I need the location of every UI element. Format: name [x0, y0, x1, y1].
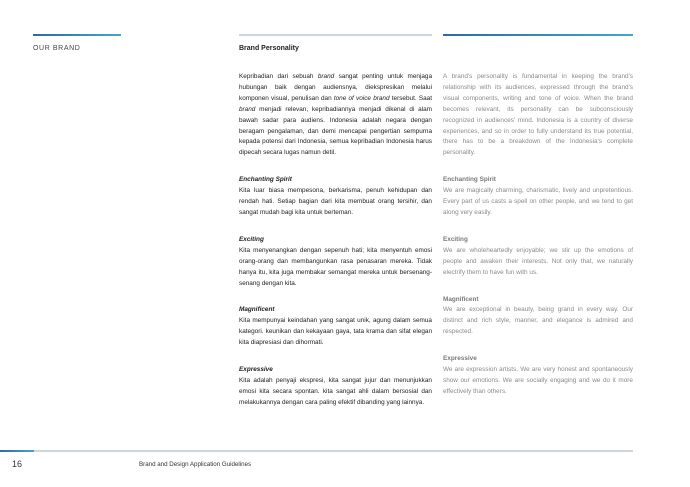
- trait-text-en: We are expression artists. We are very honest and spontaneously show our emotions. We are socially engaging and we do it more effectively than others.: [443, 366, 633, 395]
- trait-block-en: [443, 295, 633, 339]
- trait-title-en: Exciting: [443, 235, 468, 243]
- trait-block-id: [239, 365, 432, 409]
- trait-title-id: Expressive: [239, 366, 273, 374]
- trait-text-en: We are magically charming, charismatic, lively and unpretentious. Every part of us casts a spell on other people, and we tend to get along very easily.: [443, 187, 633, 216]
- trait-text-id: Kita menyenangkan dengan sepenuh hati; kita menyentuh emosi orang-orang dan membangunkan rasa penasaran mereka. Tidak hanya itu, kita juga membakar semangat mereka untuk bersenang-senang dengan kita.: [239, 246, 432, 287]
- trait-block-id: [239, 305, 432, 349]
- intro-paragraph-id: Kepribadian dari sebuah brand sangat penting untuk menjaga hubungan baik dengan audiensnya, diekspresikan melalui komponen visual, penulisan dan tone of voice brand tersebut. Saat brand menjadi relevan, kepribadiannya menjadi dikenal di alam bawah sadar para audiens. Indonesia adalah negara dengan beragam pengalaman, dan demi mencapai pengertian sempurna kepada potensi dari Indonesia, semua kepribadian Indonesia harus dipecah secara lugas namun detil.: [239, 73, 433, 157]
- trait-title-en: Magnificent: [443, 295, 479, 303]
- indonesian-column: [239, 72, 432, 409]
- trait-block-id: [239, 175, 432, 219]
- page-number: 16: [12, 459, 23, 469]
- trait-title-id: Exciting: [239, 235, 264, 243]
- trait-block-en: [443, 175, 633, 219]
- footer-accent-rule: [0, 450, 34, 452]
- trait-block-en: [443, 354, 633, 398]
- trait-block-en: [443, 235, 633, 279]
- trait-title-en: Expressive: [443, 355, 477, 363]
- header-rule-left: [33, 34, 121, 36]
- trait-text-en: We are wholeheartedly enjoyable; we stir up the emotions of people and awaken their interests. Not only that, we naturally electrify them to have fun with us.: [443, 246, 633, 276]
- trait-text-id: Kita adalah penyaji ekspresi, kita sangat jujur dan menunjukkan emosi kita secara spontan. kita sangat ahli dalam bersosial dan melakukannya dengan cara paling efektif dibanding yang lainnya.: [239, 376, 432, 406]
- section-label: OUR BRAND: [33, 45, 81, 52]
- english-column: [443, 72, 633, 398]
- trait-text-id: Kita luar biasa mempesona, berkarisma, penuh kehidupan dan rendah hati. Setiap bagian dari kita membuat orang tersihir, dan sangat mudah bagi kita untuk berteman.: [239, 187, 432, 216]
- footer-rule: [0, 450, 633, 452]
- page-heading: Brand Personality: [239, 45, 299, 52]
- trait-text-id: Kita mempunyai keindahan yang sangat unik, agung dalam semua kategori. keunikan dan kekayaan gaya, tata krama dan sifat elegan kita diapresiasi dan dihormati.: [239, 317, 432, 347]
- trait-title-id: Enchanting Spirit: [239, 176, 292, 184]
- trait-title-en: Enchanting Spirit: [443, 176, 496, 184]
- intro-paragraph-en: A brand's personality is fundamental in keeping the brand's relationship with its audiences, expressed through the brand's visual components, writing and tone of voice. When the brand becomes relevant, its personality can be subconsciously recognized in audiences' mind. Indonesia is a country of diverse experiences, and so in order to fully understand its true potential, there has to be a breakdown of the Indonesia's complete personality.: [443, 73, 633, 157]
- trait-text-en: We are exceptional in beauty, being grand in every way. Our distinct and rich style, manner, and elegance is admired and respected.: [443, 306, 633, 336]
- document-title: Brand and Design Application Guidelines: [139, 461, 252, 468]
- trait-block-id: [239, 235, 432, 290]
- header-rule-right: [443, 34, 633, 36]
- trait-title-id: Magnificent: [239, 306, 275, 314]
- header-rule-middle: [239, 34, 432, 36]
